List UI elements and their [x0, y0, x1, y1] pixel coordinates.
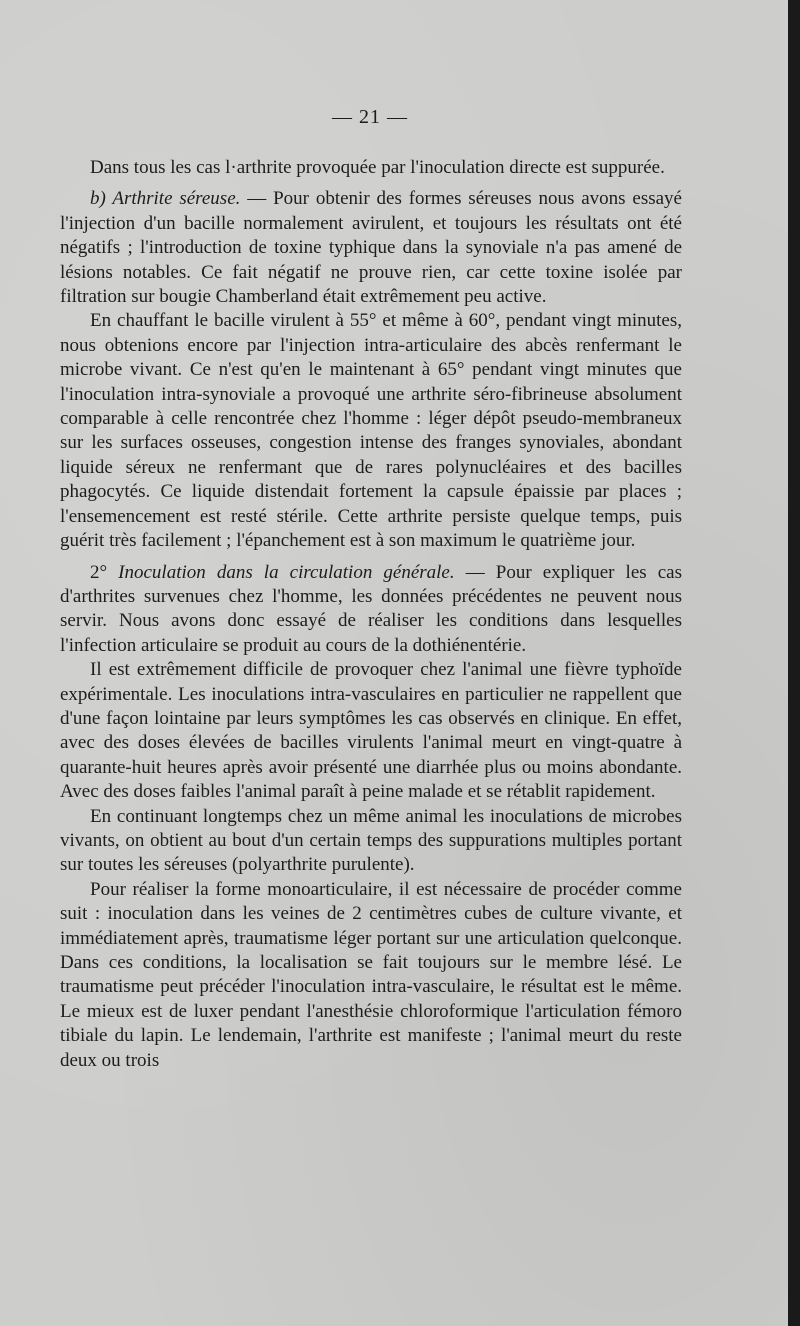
paragraph [60, 156, 682, 180]
paragraph [60, 561, 682, 659]
paragraph-text: — Pour expliquer les cas d'arthrites survenues chez l'homme, les données précédentes ne peuvent nous servir. Nous avons donc essayé de réaliser les conditions dans lesquelles l'infection articulaire se produit au cours de la dothiénentérie. [60, 561, 682, 656]
page-number: — 21 — [332, 106, 408, 128]
body-text [60, 156, 682, 1073]
paragraph-text: En continuant longtemps chez un même animal les inoculations de microbes vivants, on obtient au bout d'un certain temps des suppurations multiples portant sur toutes les séreuses (polyarthrite purulente). [60, 805, 682, 876]
paragraph [60, 878, 682, 1073]
paragraph [60, 805, 682, 878]
section-heading: b) Arthrite séreuse. [90, 188, 241, 210]
scan-border [788, 0, 800, 1326]
section-heading: Inoculation dans la circulation générale. [118, 561, 455, 583]
paragraph-text: En chauffant le bacille virulent à 55° et même à 60°, pendant vingt minutes, nous obtenions encore par l'injection intra-articulaire des abcès renfermant le microbe vivant. Ce n'est qu'en le maintenant à 65° pendant vingt minutes que l'inoculation intra-synoviale a provoqué une arthrite séro-fibrineuse absolument comparable à celle rencontrée chez l'homme : léger dépôt pseudo-membraneux sur les surfaces osseuses, congestion intense des franges synoviales, abondant liquide séreux ne renfermant que de rares polynucléaires et des bacilles phagocytés. Ce liquide distendait fortement la capsule épaissie par places ; l'ensemencement est resté stérile. Cette arthrite persiste quelque temps, puis guérit très facilement ; l'épanchement est à son maximum le quatrième jour. [60, 310, 682, 552]
paragraph-text: Dans tous les cas l·arthrite provoquée par l'inoculation directe est suppurée. [90, 157, 665, 178]
paragraph-text: — Pour obtenir des formes séreuses nous avons essayé l'injection d'un bacille normalement avirulent, et toujours les résultats ont été négatifs ; l'introduction de toxine typhique dans la synoviale n'a pas amené de lésions notables. Ce fait négatif ne prouve rien, car cette toxine isolée par filtration sur bougie Chamberland était extrêmement peu active. [60, 188, 682, 308]
paragraph-text: Il est extrêmement difficile de provoquer chez l'animal une fièvre typhoïde expérimentale. Les inoculations intra-vasculaires en particulier ne rappellent que d'une façon lointaine par leurs symptômes les cas observés en clinique. En effet, avec des doses élevées de bacilles virulents l'animal meurt en vingt-quatre à quarante-huit heures après avoir présenté une diarrhée plus ou moins abondante. Avec des doses faibles l'animal paraît à peine malade et se rétablit rapidement. [60, 659, 682, 803]
paragraph [60, 309, 682, 553]
paragraph-text: Pour réaliser la forme monoarticulaire, il est nécessaire de procéder comme suit : inoculation dans les veines de 2 centimètres cubes de culture vivante, et immédiatement après, traumatisme léger portant sur une articulation quelconque. Dans ces conditions, la localisation se fait toujours sur le membre lésé. Le traumatisme peut précéder l'inoculation intra-vasculaire, le résultat est le même. Le mieux est de luxer pendant l'anesthésie chloroformique l'articulation fémoro tibiale du lapin. Le lendemain, l'arthrite est manifeste ; l'animal meurt du reste deux ou trois [60, 878, 682, 1071]
paragraph [60, 658, 682, 804]
section-number: 2° [90, 561, 119, 583]
paragraph [60, 187, 682, 309]
